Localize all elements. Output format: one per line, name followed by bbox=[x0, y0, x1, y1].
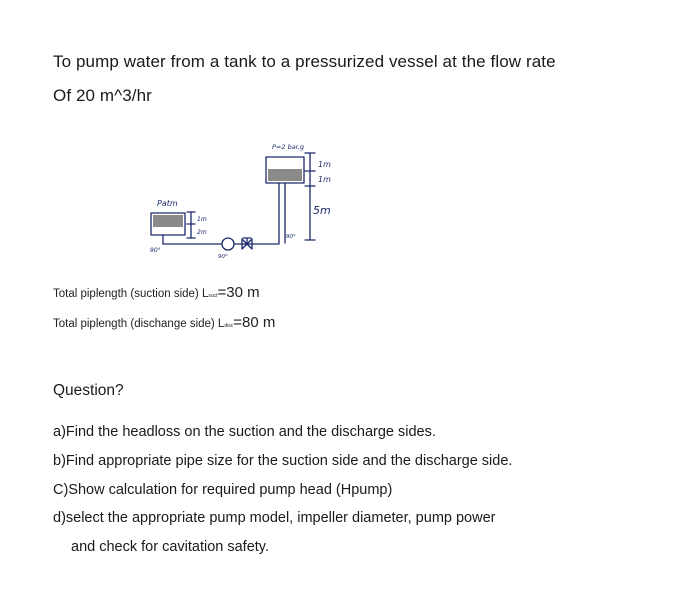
suction-length-text: Total piplength (suction side) L bbox=[53, 288, 209, 300]
tank-water bbox=[153, 215, 183, 227]
suction-length-subscript: suct bbox=[208, 293, 218, 299]
suction-length bbox=[53, 284, 260, 301]
pump-bend-label: 90° bbox=[218, 254, 228, 260]
tank-dim-upper: 1m bbox=[197, 216, 207, 223]
suction-length-value: =30 m bbox=[217, 284, 260, 301]
question-a: a)Find the headloss on the suction and the discharge sides. bbox=[53, 424, 436, 440]
vessel-dim-upper: 1m bbox=[318, 160, 331, 169]
vessel-water bbox=[268, 169, 302, 181]
vessel-dim-lower: 1m bbox=[318, 175, 331, 184]
discharge-length-text: Total piplength (dischange side) L bbox=[53, 318, 225, 330]
pump bbox=[222, 238, 234, 250]
questions-heading: Question? bbox=[53, 382, 124, 399]
tank-bend-label: 90° bbox=[150, 247, 161, 254]
question-d-continued: and check for cavitation safety. bbox=[71, 539, 270, 555]
vessel-height-label: 5m bbox=[313, 204, 331, 217]
tank-dim-lower: 2m bbox=[197, 229, 207, 236]
problem-line-2: Of 20 m^3/hr bbox=[53, 86, 152, 105]
tank-pressure-label: Patm bbox=[157, 199, 178, 208]
discharge-length bbox=[53, 314, 275, 331]
question-b: b)Find appropriate pipe size for the suction side and the discharge side. bbox=[53, 453, 513, 469]
discharge-length-value: =80 m bbox=[233, 314, 276, 331]
problem-line-1: To pump water from a tank to a pressurized vessel at the flow rate bbox=[53, 52, 556, 71]
riser-bend-label: 90° bbox=[286, 234, 296, 240]
vessel-pressure-label: P=2 bar,g bbox=[272, 143, 304, 151]
discharge-length-subscript: disc bbox=[224, 323, 234, 329]
question-d: d)select the appropriate pump model, impeller diameter, pump power bbox=[53, 510, 496, 526]
question-c: C)Show calculation for required pump head (Hpump) bbox=[53, 482, 393, 498]
